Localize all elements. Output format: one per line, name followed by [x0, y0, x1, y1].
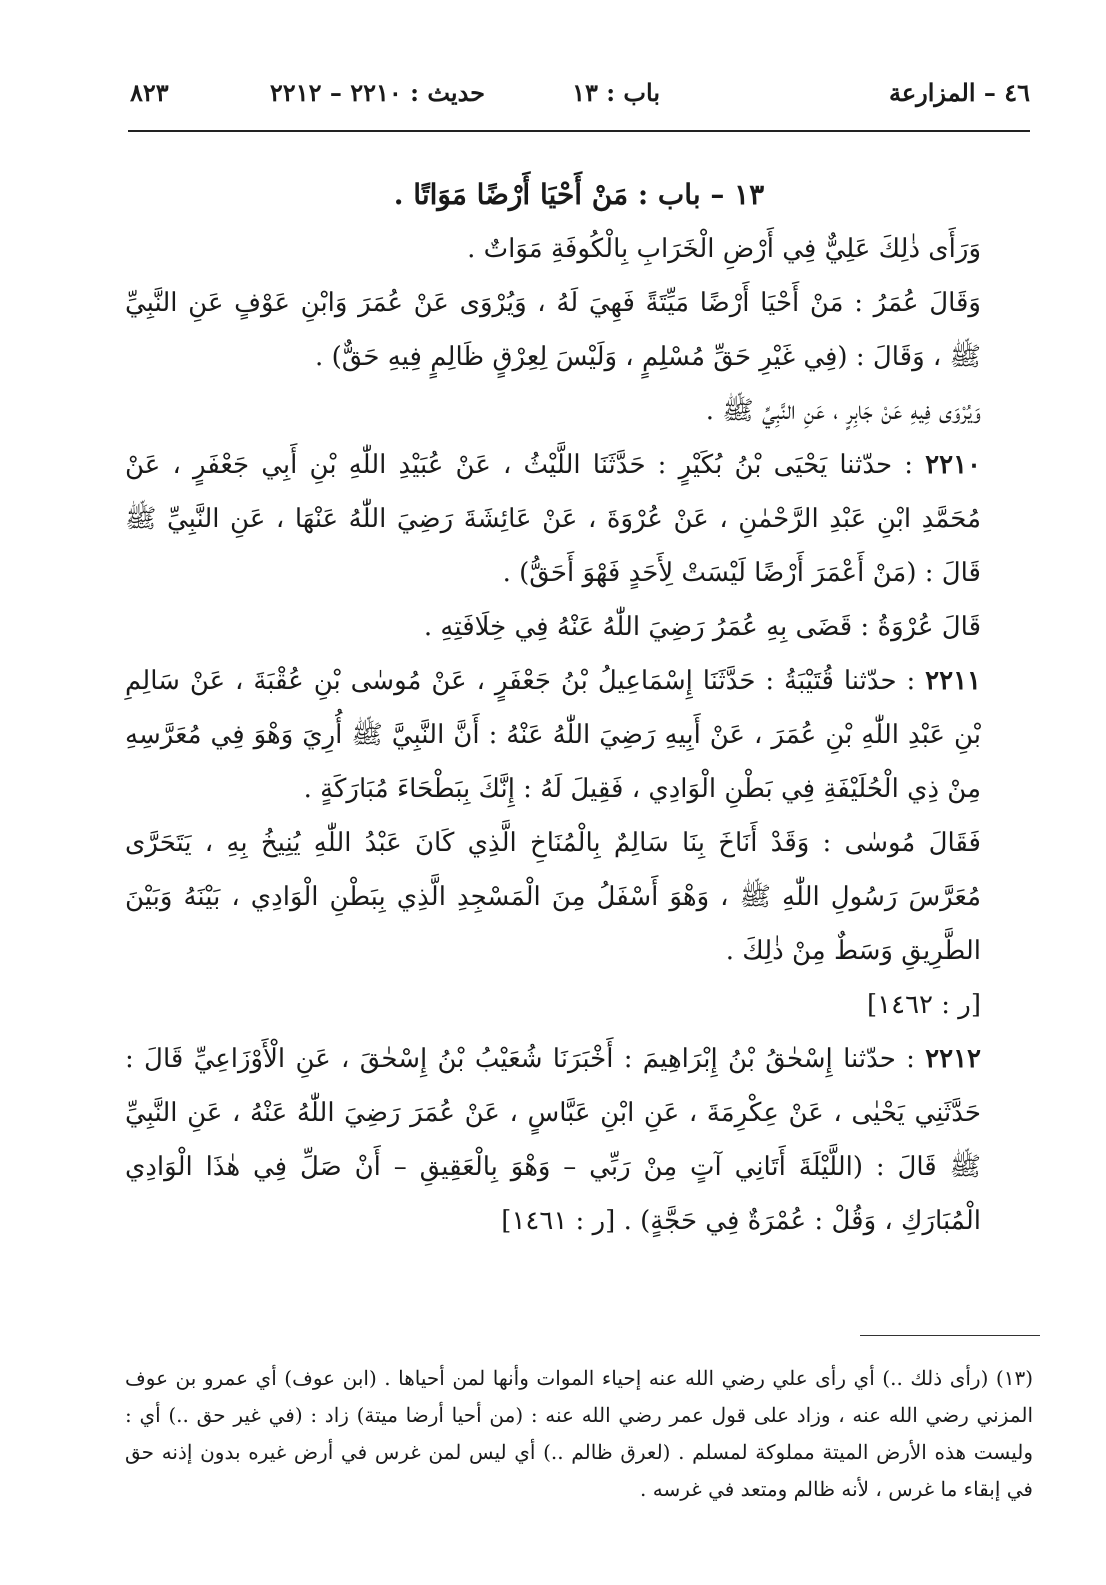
hadith-number: ٢٢١٢ — [925, 1044, 982, 1074]
footnote — [125, 1360, 1033, 1508]
reference: [ر : ١٤٦٢] — [866, 990, 981, 1020]
paragraph: وَيُرْوَى فِيهِ عَنْ جَابِرٍ ، عَنِ النَّبِيِّ ﷺ . — [705, 396, 981, 426]
hadith-range: حديث : ٢٢١٠ – ٢٢١٢ — [269, 78, 485, 107]
hadith-2210 — [125, 438, 1033, 600]
hadith-text: : حدّثنا يَحْيَى بْنُ بُكَيْرٍ : حَدَّثَنَا اللَّيْثُ ، عَنْ عُبَيْدِ اللّٰهِ بْنِ أَبِي جَعْفَرٍ ، عَنْ مُحَمَّدِ ابْنِ عَبْدِ الرَّحْمٰنِ ، عَنْ عُرْوَةَ ، عَنْ عَائِشَةَ رَضِيَ اللّٰهُ عَنْهَا ، عَنِ النَّبِيِّ ﷺ قَالَ : (مَنْ أَعْمَرَ أَرْضًا لَيْسَتْ لِأَحَدٍ فَهْوَ أَحَقُّ) . — [125, 450, 981, 588]
paragraph: وَرَأَى ذٰلِكَ عَلِيٌّ فِي أَرْضِ الْخَرَابِ بِالْكُوفَةِ مَوَاتٌ . — [467, 234, 981, 264]
bab-number: باب : ١٣ — [572, 78, 660, 107]
running-header — [130, 78, 1030, 118]
paragraph: قَالَ عُرْوَةُ : قَضَى بِهِ عُمَرُ رَضِيَ اللّٰهُ عَنْهُ فِي خِلَافَتِهِ . — [423, 612, 981, 642]
hadith-text: : حدّثنا قُتَيْبَةُ : حَدَّثَنَا إِسْمَاعِيلُ بْنُ جَعْفَرٍ ، عَنْ مُوسٰى بْنِ عُقْبَةَ ، عَنْ سَالِمِ بْنِ عَبْدِ اللّٰهِ بْنِ عُمَرَ ، عَنْ أَبِيهِ رَضِيَ اللّٰهُ عَنْهُ : أَنَّ النَّبِيَّ ﷺ أُرِيَ وَهْوَ فِي مُعَرَّسِهِ مِنْ ذِي الْحُلَيْفَةِ فِي بَطْنِ الْوَادِي ، فَقِيلَ لَهُ : إِنَّكَ بِبَطْحَاءَ مُبَارَكَةٍ . — [125, 666, 981, 804]
footnote-divider — [860, 1335, 1040, 1336]
page-number: ٨٢٣ — [130, 78, 169, 107]
hadith-text: : حدّثنا إِسْحٰقُ بْنُ إِبْرَاهِيمَ : أَخْبَرَنَا شُعَيْبُ بْنُ إِسْحٰقَ ، عَنِ الْأَوْزَاعِيِّ قَالَ : حَدَّثَنِي يَحْيٰى ، عَنْ عِكْرِمَةَ ، عَنِ ابْنِ عَبَّاسٍ ، عَنْ عُمَرَ رَضِيَ اللّٰهُ عَنْهُ ، عَنِ النَّبِيِّ ﷺ قَالَ : (اللَّيْلَةَ أَتَانِي آتٍ مِنْ رَبِّي – وَهْوَ بِالْعَقِيقِ – أَنْ صَلِّ فِي هٰذَا الْوَادِي الْمُبَارَكِ ، وَقُلْ : عُمْرَةٌ فِي حَجَّةٍ) . — [125, 1044, 981, 1236]
paragraph: فَقَالَ مُوسٰى : وَقَدْ أَنَاخَ بِنَا سَالِمٌ بِالْمُنَاخِ الَّذِي كَانَ عَبْدُ اللّٰهِ يُنِيخُ بِهِ ، يَتَحَرَّى مُعَرَّسَ رَسُولِ اللّٰهِ ﷺ ، وَهْوَ أَسْفَلُ مِنَ الْمَسْجِدِ الَّذِي بِبَطْنِ الْوَادِي ، بَيْنَهُ وَبَيْنَ الطَّرِيقِ وَسَطٌ مِنْ ذٰلِكَ . — [125, 828, 981, 966]
reference: [ر : ١٤٦١] — [501, 1206, 616, 1236]
chapter-title: ٤٦ – المزارعة — [888, 78, 1030, 107]
hadith-2211 — [125, 654, 1033, 816]
hadith-number: ٢٢١١ — [925, 666, 981, 696]
main-text — [125, 168, 1033, 1248]
header-divider — [128, 130, 1030, 132]
bab-title: ١٣ – باب : مَنْ أَحْيَا أَرْضًا مَوَاتًا . — [393, 178, 765, 211]
hadith-number: ٢٢١٠ — [925, 450, 981, 480]
footnote-text: (١٣) (رأى ذلك ..) أي رأى علي رضي الله عنه إحياء الموات وأنها لمن أحياها . (ابن عوف) أي عمرو بن عوف المزني رضي الله عنه ، وزاد على قول عمر رضي الله عنه : (من أحيا أرضا ميتة) زاد : (في غير حق ..) أي : وليست هذه الأرض الميتة مملوكة لمسلم . (لعرق ظالم ..) أي ليس لمن غرس في أرض غيره بدون إذنه حق في إبقاء ما غرس ، لأنه ظالم ومتعد في غرسه . — [125, 1366, 1033, 1501]
paragraph: وَقَالَ عُمَرُ : مَنْ أَحْيَا أَرْضًا مَيِّتَةً فَهِيَ لَهُ ، وَيُرْوَى عَنْ عُمَرَ وَابْنِ عَوْفٍ عَنِ النَّبِيِّ ﷺ ، وَقَالَ : (فِي غَيْرِ حَقِّ مُسْلِمٍ ، وَلَيْسَ لِعِرْقٍ ظَالِمٍ فِيهِ حَقٌّ) . — [125, 288, 981, 372]
hadith-2212 — [125, 1032, 1033, 1248]
